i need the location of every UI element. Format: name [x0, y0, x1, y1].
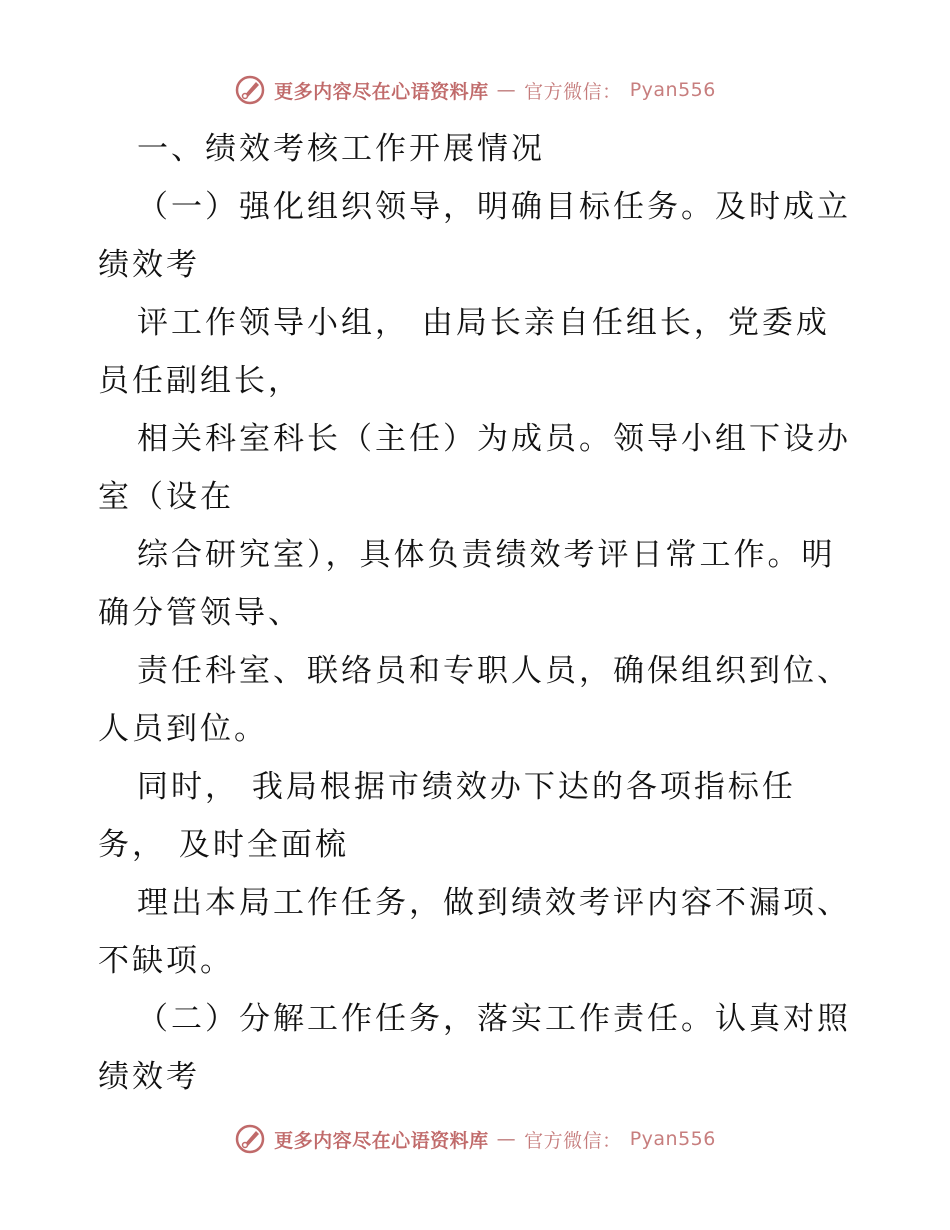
- watermark-separator: —: [496, 1128, 517, 1150]
- text-line: 室（设在: [98, 479, 234, 515]
- text-line: 员任副组长，: [98, 363, 302, 399]
- text-line: 同时， 我局根据市绩效办下达的各项指标任: [137, 769, 796, 805]
- text-line: 务， 及时全面梳: [98, 827, 349, 863]
- text-line: 不缺项。: [98, 943, 234, 979]
- text-line: 相关科室科长（主任）为成员。领导小组下设办: [137, 421, 851, 457]
- header-watermark: [0, 74, 950, 106]
- watermark-wechat-id: Pyan556: [629, 79, 716, 101]
- watermark-wechat-id: Pyan556: [629, 1128, 716, 1150]
- text-line: 绩效考: [98, 247, 200, 283]
- watermark-title: 更多内容尽在心语资料库: [274, 1129, 489, 1152]
- text-line: （二）分解工作任务，落实工作责任。认真对照: [137, 1001, 851, 1037]
- quill-pen-seal-icon: [234, 1123, 266, 1155]
- watermark-official-label: 官方微信：: [524, 1129, 622, 1152]
- text-line: 综合研究室），具体负责绩效考评日常工作。明: [137, 537, 836, 573]
- quill-pen-seal-icon: [234, 74, 266, 106]
- text-line: 确分管领导、: [98, 595, 302, 631]
- text-line: 人员到位。: [98, 711, 268, 747]
- text-line: 绩效考: [98, 1059, 200, 1095]
- document-body: [98, 120, 851, 1106]
- text-line: 评工作领导小组， 由局长亲自任组长，党委成: [137, 305, 830, 341]
- watermark-separator: —: [496, 79, 517, 101]
- text-line: （一）强化组织领导，明确目标任务。及时成立: [137, 189, 851, 225]
- watermark-official-label: 官方微信：: [524, 80, 622, 103]
- text-line: 一、绩效考核工作开展情况: [137, 131, 545, 167]
- text-line: 责任科室、联络员和专职人员，确保组织到位、: [137, 653, 851, 689]
- text-line: 理出本局工作任务，做到绩效考评内容不漏项、: [137, 885, 851, 921]
- watermark-title: 更多内容尽在心语资料库: [274, 80, 489, 103]
- footer-watermark: [0, 1123, 950, 1155]
